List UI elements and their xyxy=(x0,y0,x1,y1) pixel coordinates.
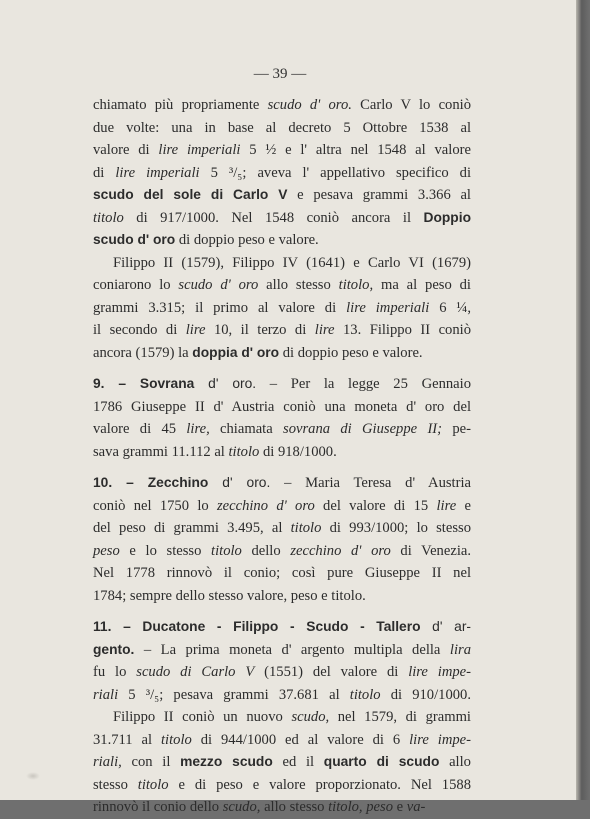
text-run: rinnovò il conio dello xyxy=(93,799,223,815)
text-run: coniarono lo xyxy=(93,277,179,293)
italic-run: scudo d' oro xyxy=(178,277,259,293)
italic-run: titolo xyxy=(290,520,322,536)
text-run: chiamata xyxy=(209,421,284,437)
text-run: e xyxy=(456,497,471,514)
text-run: – Per la legge 25 Gennaio xyxy=(256,376,472,392)
text-run: Filippo II (1579), Filippo IV (1641) e Carlo VI (1679) xyxy=(113,254,471,271)
text-run: – Maria Teresa d' Austria xyxy=(270,475,471,491)
text-run: – La prima moneta d' argento multipla della xyxy=(134,641,450,658)
italic-run: lire impe- xyxy=(409,731,472,748)
italic-run: zecchino d' oro xyxy=(290,542,391,559)
text-run: 10, il terzo di xyxy=(205,322,315,338)
paragraph-gap xyxy=(93,463,471,472)
text-run: di 944/1000 ed al valore di 6 xyxy=(191,731,410,748)
italic-run: scudo, xyxy=(222,799,261,815)
text-run: di 993/1000; lo stesso xyxy=(321,520,471,536)
text-run: e di peso e valore proporzionato. Nel 1588 xyxy=(168,776,471,793)
text-run: con il xyxy=(121,754,181,770)
italic-run: titolo, xyxy=(338,277,374,293)
bold-term: 11. – Ducatone - Filippo - Scudo - Tallero xyxy=(93,619,421,634)
text-run: allo xyxy=(439,754,471,770)
bold-term: Doppio xyxy=(423,209,471,225)
text-run: allo stesso xyxy=(260,799,329,815)
text-run: del valore di 15 xyxy=(314,497,437,514)
text-run: valore di xyxy=(93,142,159,158)
italic-run: peso xyxy=(93,542,120,559)
italic-run: titolo xyxy=(137,776,169,793)
text-line xyxy=(93,562,471,585)
page-edge-shadow xyxy=(576,0,590,800)
italic-run: zecchino d' oro xyxy=(216,497,315,514)
text-line xyxy=(93,229,471,252)
heading-run: d' oro. xyxy=(194,376,257,391)
text-line xyxy=(93,729,471,752)
text-line xyxy=(93,441,471,464)
paragraph-gap xyxy=(93,364,471,373)
italic-run: lire xyxy=(314,322,335,338)
bold-term: quarto di scudo xyxy=(323,754,440,769)
text-line xyxy=(93,94,471,117)
text-line xyxy=(93,540,471,563)
text-run: il secondo di xyxy=(93,322,186,338)
text-line xyxy=(93,162,471,185)
italic-run: sovrana di Giuseppe II; xyxy=(283,421,443,437)
text-run: 31.711 al xyxy=(93,731,161,748)
italic-run: lire xyxy=(185,322,206,338)
text-line xyxy=(93,117,471,140)
text-run: di 917/1000. Nel 1548 coniò ancora il xyxy=(123,209,424,226)
text-run: sava grammi 11.112 al xyxy=(93,443,229,460)
text-line xyxy=(93,396,471,419)
text-run: 5 ³/₅; aveva l' appellativo specifico di xyxy=(199,164,472,181)
text-line xyxy=(93,774,471,797)
text-run: di doppio peso e valore. xyxy=(279,344,423,361)
text-line xyxy=(93,342,471,365)
italic-run: lire impe- xyxy=(408,664,472,680)
text-run: del peso di grammi 3.495, al xyxy=(93,520,291,536)
text-run: di 910/1000. xyxy=(380,686,471,703)
text-line xyxy=(93,184,471,207)
italic-run: lire xyxy=(436,497,457,514)
text-line xyxy=(93,274,471,297)
text-run: Filippo II coniò un nuovo xyxy=(113,709,292,725)
text-line xyxy=(93,661,471,684)
bold-term: doppia d' oro xyxy=(192,344,280,360)
text-run: Carlo V lo coniò xyxy=(351,97,471,113)
text-line xyxy=(93,472,471,495)
text-line xyxy=(93,796,471,819)
bold-term: scudo del sole di Carlo V xyxy=(93,187,288,202)
paragraph-gap xyxy=(93,607,471,616)
text-run: 1784; sempre dello stesso valore, peso e titolo. xyxy=(93,587,366,604)
text-run: allo stesso xyxy=(258,277,339,293)
text-run: fu lo xyxy=(93,664,137,680)
italic-run: scudo d' oro. xyxy=(267,97,352,113)
bold-term: scudo d' oro xyxy=(93,232,176,247)
italic-run: lire imperiali xyxy=(115,164,200,181)
text-run: di doppio peso e valore. xyxy=(175,232,319,248)
text-line xyxy=(93,684,471,707)
italic-run: titolo xyxy=(211,542,242,559)
italic-run: va- xyxy=(406,799,426,815)
text-line xyxy=(93,585,471,608)
text-line xyxy=(93,751,471,774)
text-run: di xyxy=(93,164,116,181)
text-run: 1786 Giuseppe II d' Austria coniò una moneta d' oro del xyxy=(93,398,471,415)
text-line xyxy=(93,418,471,441)
text-line xyxy=(93,297,471,320)
text-run: Nel 1778 rinnovò il conio; così pure Giuseppe II nel xyxy=(93,565,471,581)
text-run: due volte: una in base al decreto 5 Ottobre 1538 al xyxy=(93,119,471,136)
italic-run: riali, xyxy=(93,754,122,770)
text-run: nel 1579, di grammi xyxy=(329,709,471,725)
italic-run: lire, xyxy=(186,421,210,437)
text-run: 6 ¼, xyxy=(429,299,472,316)
text-line xyxy=(93,319,471,342)
text-run: e xyxy=(393,799,407,815)
text-line xyxy=(93,139,471,162)
text-run: e lo stesso xyxy=(119,542,212,559)
italic-run: lira xyxy=(449,641,471,658)
text-line xyxy=(93,373,471,396)
paper-stain xyxy=(26,772,40,780)
text-run: pe- xyxy=(442,421,471,437)
bold-term: 10. – Zecchino xyxy=(93,475,209,490)
italic-run: lire imperiali xyxy=(158,142,241,158)
text-line xyxy=(93,706,471,729)
bold-term: gento. xyxy=(93,641,135,657)
text-line xyxy=(93,495,471,518)
italic-run: titolo xyxy=(160,731,192,748)
italic-run: riali xyxy=(93,686,119,703)
italic-run: titolo xyxy=(228,443,260,460)
italic-run: titolo, peso xyxy=(328,799,393,815)
text-line xyxy=(93,639,471,662)
bold-term: 9. – Sovrana xyxy=(93,376,195,391)
text-line xyxy=(93,207,471,230)
italic-run: scudo di Carlo V xyxy=(136,664,255,680)
text-line xyxy=(93,616,471,639)
text-run: ma al peso di xyxy=(373,277,471,293)
text-run: ed il xyxy=(272,754,324,770)
text-run: valore di 45 xyxy=(93,421,187,437)
text-run: (1551) del valore di xyxy=(254,664,409,680)
italic-run: titolo xyxy=(349,686,381,703)
text-run: 13. Filippo II coniò xyxy=(334,322,471,338)
text-run: stesso xyxy=(93,776,138,793)
text-run: coniò nel 1750 lo xyxy=(93,497,217,514)
text-run: ancora (1579) la xyxy=(93,344,193,361)
text-line xyxy=(93,517,471,540)
text-run: grammi 3.315; il primo al valore di xyxy=(93,299,347,316)
text-run: 5 ³/₅; pesava grammi 37.681 al xyxy=(118,686,350,703)
text-run: e pesava grammi 3.366 al xyxy=(287,187,471,203)
text-run: di Venezia. xyxy=(390,542,471,559)
text-line xyxy=(93,252,471,275)
text-run: 5 ½ e l' altra nel 1548 al valore xyxy=(240,142,471,158)
italic-run: scudo, xyxy=(291,709,330,725)
heading-run: d' ar- xyxy=(420,619,472,634)
text-run: di 918/1000. xyxy=(259,443,337,460)
bold-term: mezzo scudo xyxy=(180,754,273,769)
italic-run: titolo xyxy=(93,209,124,226)
text-run: dello xyxy=(241,542,291,559)
body-text xyxy=(93,94,471,819)
page-number: — 39 — xyxy=(253,66,307,82)
italic-run: lire imperiali xyxy=(346,299,430,316)
heading-run: d' oro. xyxy=(208,475,271,490)
text-run: chiamato più propriamente xyxy=(93,97,268,113)
